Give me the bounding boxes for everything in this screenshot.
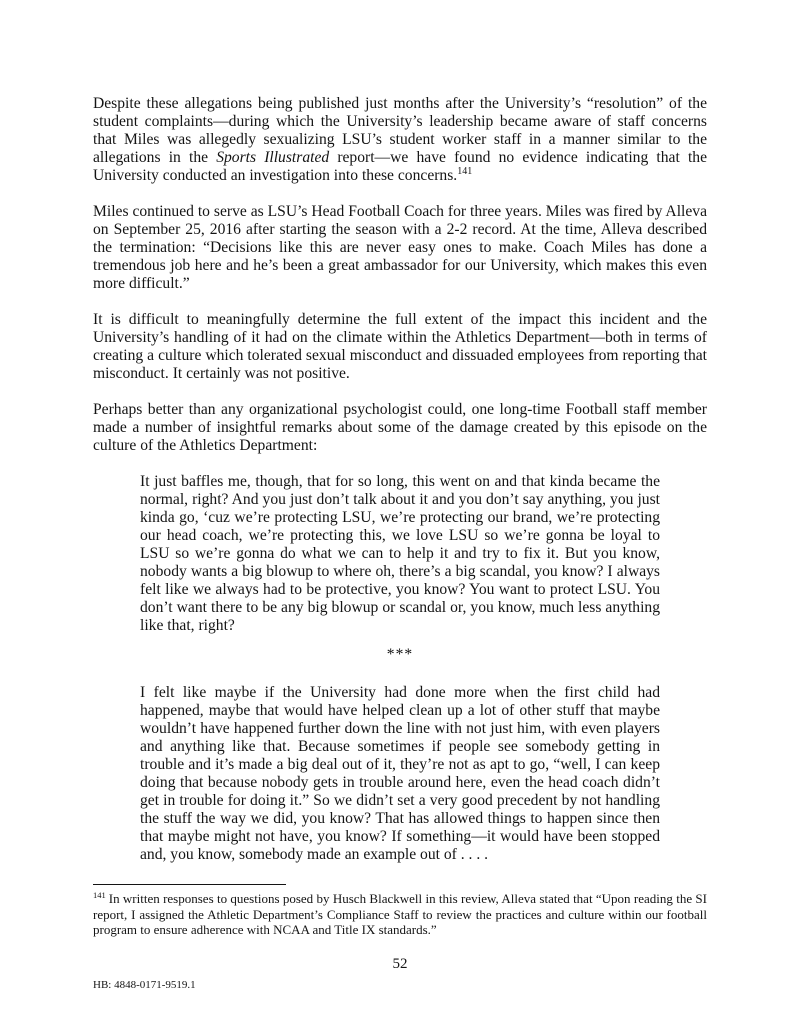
footnote-number: 141 — [93, 889, 106, 900]
paragraph-3: It is difficult to meaningfully determine the full extent of the impact this incident and the University’s handling of it had on the climate within the Athletics Department—both in terms of creating a culture which tolerated sexual misconduct and dissuaded employees from reporting that misconduct. It certainly was not positive. — [93, 311, 707, 382]
page-number: 52 — [392, 956, 408, 972]
sports-illustrated-title: Sports Illustrated — [216, 149, 330, 166]
block-quote-2: I felt like maybe if the University had done more when the first child had happened, maybe that would have helped clean up a lot of other stuff that maybe wouldn’t have happened further down the line with not just him, with even players and anything like that. Because sometimes if people see somebody getting in trouble and it’s made a big deal out of it, they’re not as apt to go, “well, I can keep doing that because nobody gets in trouble around here, even the head coach didn’t get in trouble for doing it.” So we didn’t set a very good precedent by not handling the stuff the way we did, you know? That has allowed things to happen since then that maybe might not have, you know? If something—it would have been stopped and, you know, somebody made an example out of . . . . — [140, 684, 660, 863]
paragraph-2: Miles continued to serve as LSU’s Head Football Coach for three years. Miles was fired by Alleva on September 25, 2016 after starting the season with a 2-2 record. At the time, Alleva described the termination: “Decisions like this are never easy ones to make. Coach Miles has done a tremendous job here and he’s been a great ambassador for our University, which makes this even more difficult.” — [93, 203, 707, 292]
footnote-141 — [93, 891, 707, 938]
block-quote-1: It just baffles me, though, that for so long, this went on and that kinda became the normal, right? And you just don’t talk about it and you don’t say anything, you just kinda go, ‘cuz we’re protecting LSU, we’re protecting our brand, we’re protecting our head coach, we’re protecting this, we love LSU so we’re gonna be loyal to LSU so we’re gonna do what we can to help it and try to fix it. But you know, nobody wants a big blowup to where oh, there’s a big scandal, you know? I always felt like we always had to be protective, you know? You want to protect LSU. You don’t want there to be any big blowup or scandal or, you know, much less anything like that, right? — [140, 473, 660, 634]
paragraph-4: Perhaps better than any organizational psychologist could, one long-time Football staff member made a number of insightful remarks about some of the damage created by this episode on the culture of the Athletics Department: — [93, 401, 707, 454]
footnote-area — [93, 884, 707, 938]
footnote-text: In written responses to questions posed by Husch Blackwell in this review, Alleva stated that “Upon reading the SI report, I assigned the Athletic Department’s Compliance Staff to review the practices and culture within our football program to ensure adherence with NCAA and Title IX standards.” — [93, 891, 707, 937]
paragraph-1-text-after: report—we have found no evidence indicating that the University conducted an investigation into these concerns. — [93, 149, 707, 184]
footnote-reference-141: 141 — [457, 165, 473, 177]
document-id-footer: HB: 4848-0171-9519.1 — [93, 979, 196, 991]
footnote-separator-rule — [93, 884, 286, 885]
paragraph-1-text: Despite these allegations being published just months after the University’s “resolution” of the student complaints—during which the University’s leadership became aware of staff concerns that Miles was allegedly sexualizing LSU’s student worker staff in a manner similar to the allegations in the — [93, 95, 707, 166]
paragraph-1 — [93, 95, 707, 185]
section-separator-asterisks: *** — [386, 646, 414, 663]
page-body — [93, 95, 707, 864]
